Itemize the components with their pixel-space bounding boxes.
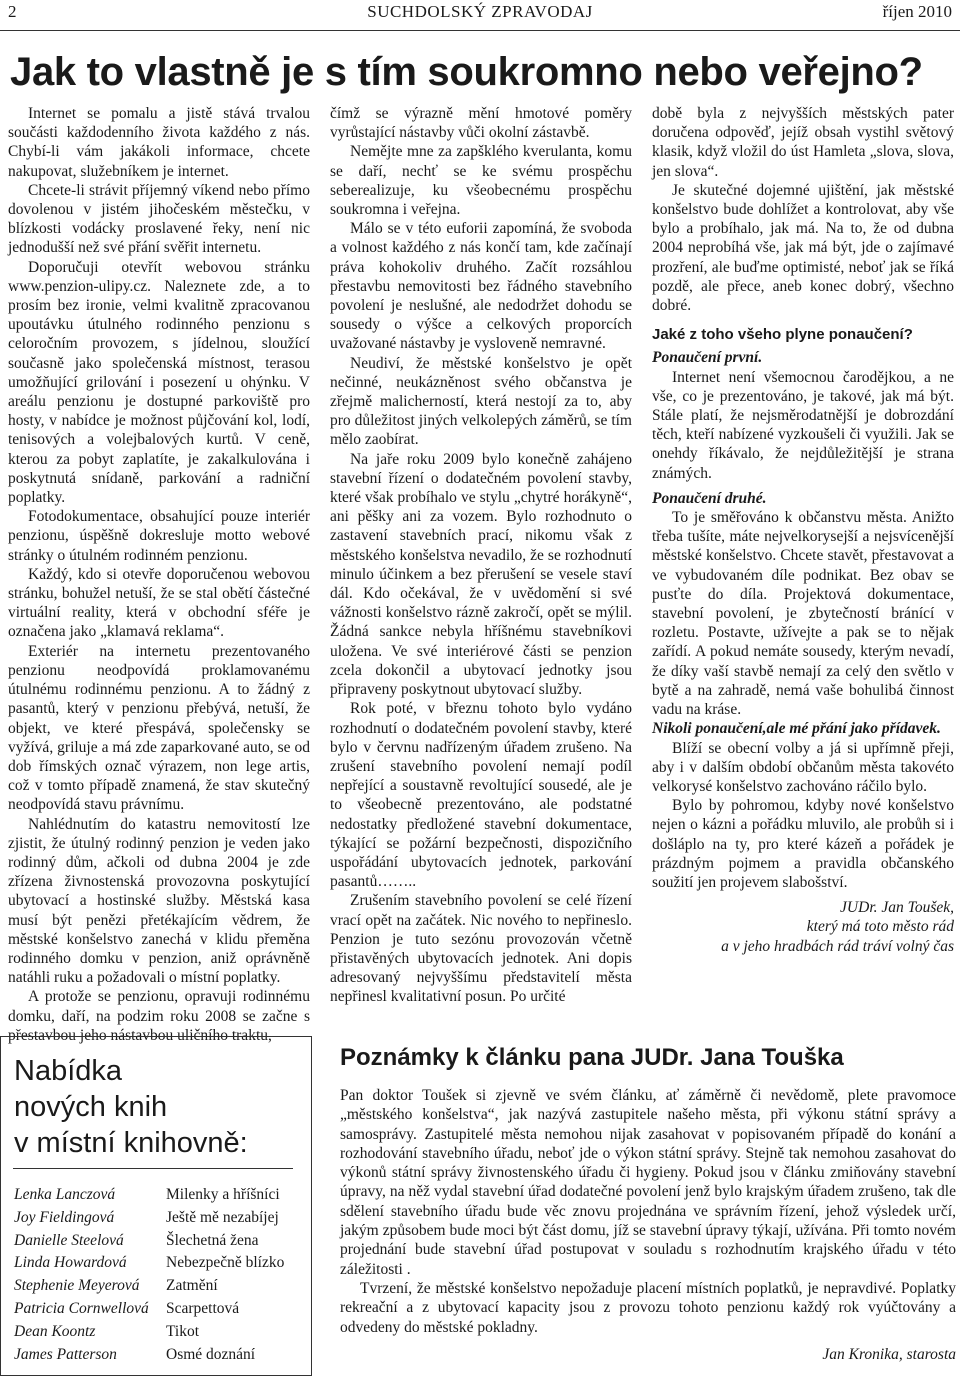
paragraph: Pan doktor Toušek si zjevně ve svém článku, ať záměrně či nevědomě, plete pravomoce „městského konšelstva“, jak nazývá zastupitele našeho města, při výkonu státní správy a samosprávy. Zastupitelé města nemohou nijak zasahovat v popisovaném případě do konání a rozhodování stavebního úřadu, neboť jde o výkon státní správy. Stejně tak nemohou zasahovat do výkonů státní správy živnostenského úřadu či hygieny. Pokud jsou v článku zmiňovány stavební úpravy, na něž vydal stavební úřad dodatečné povolení jenž bylo krajským úřadem zrušeno, tak dle sdělení stavebního úřadu bude věc znovu projednána ve správním řízení, jehož výsledek určí, jakým způsobem bude moci být část domu, jíž se stavební úpravy týkají, užívána. Při tomto novém projednání bude stavební úřad postupovat v souladu s rozhodnutím krajského úřadu v této záležitosti .	[340, 1087, 956, 1278]
article-column-1	[8, 104, 310, 1045]
lesson-title: Ponaučení první.	[652, 349, 763, 367]
signature-line: a v jeho hradbách rád tráví volný čas	[721, 937, 954, 955]
book-title: Šlechetná žena	[166, 1231, 259, 1249]
paragraph: Internet není všemocnou čarodějkou, a ne vše, co je prezentováno, je takové, jak má být. Stále platí, že nejsměrodatnější je dobrozdání těch, kteří nabízené vyzkoušeli či využili. Jak se onehdy říkávalo, že nejdůležitější je strana známých.	[652, 368, 954, 482]
paragraph: Tvrzení, že městské konšelstvo nepožaduje placení místních poplatků, je nepravdivé. Poplatky rekreační a z ubytovací kapacity jsou z provozu tohoto penzionu každý rok vyúčtovány a odvedeny do městské pokladny.	[340, 1279, 956, 1336]
library-title-line: v místní knihovně:	[14, 1127, 248, 1159]
paragraph: Zrušením stavebního povolení se celé řízení vrací opět na začátek. Nic nového to nepřineslo. Penzion je tuto sezónu provozován včetně přistavěných ubytovacích jednotek. Ani dopis adresovaný nejvyššímu představitelí města nepřinesl kvalitativní posun. Po určité	[330, 892, 632, 1006]
book-author: Stephenie Meyerová	[14, 1277, 140, 1295]
paragraph: Exteriér na internetu prezentovaného penzionu neodpovídá proklamovanému útulnému rodinnému penzionu. A to žádný z pasantů, který v penzionu přebývá, netuší, že objekt, ve které přespává, společensky se vyžívá, griluje a má zde zaparkované auto, se od dob římských označ výrazem, non lege artis, což v tomto případě znamená, že stav skutečný neodpovídá stavu právnímu.	[8, 642, 310, 814]
book-row	[14, 1232, 304, 1255]
running-header	[8, 2, 952, 28]
section-heading: Jaké z toho všeho plyne ponaučení?	[652, 326, 913, 344]
book-title: Zatmění	[166, 1277, 218, 1295]
article-column-2	[330, 104, 632, 1007]
issue-date: říjen 2010	[882, 2, 952, 21]
paragraph: A protože se penzionu, opravuji rodinnému domku, daří, na podzim roku 2008 se začne s přestavbou jeho nástavbou uličního traktu,	[8, 988, 310, 1044]
paragraph: Bylo by pohromou, kdyby nové konšelstvo nejen o kázni a pořádku mluvilo, ale probůh si i došláplo na ty, pro které kázeň a pořádek je prázdným pojmem a pravidla občanského soužití jen projevem slabošství.	[652, 797, 954, 891]
book-author: Danielle Steelová	[14, 1231, 124, 1249]
paragraph: Je skutečné dojemné ujištění, jak městské konšelstvo bude dohlížet a kontrolovat, aby vše bylo a probíhalo, jak má. Na to, že od dubna 2004 neprobíhá vše, jak má být, jde o zajímavé prozření, ale buďme optimisté, neboť jak se říká pozdě, ale přece, aneb konec dobrý, všechno dobré.	[652, 181, 954, 315]
book-row	[14, 1346, 304, 1369]
paragraph: Blíží se obecní volby a já si upřímně přeji, aby i v dalším období občanům města takovéto velkorysé konšelstvo zachováno ráčilo bylo.	[652, 739, 954, 795]
lesson-title: Nikoli ponaučení,ale mé přání jako přídavek.	[652, 720, 941, 738]
magazine-name: SUCHDOLSKÝ ZPRAVODAJ	[367, 2, 593, 21]
book-title: Ještě mě nezabíjej	[166, 1208, 279, 1226]
paragraph: Doporučuji otevřít webovou stránku www.penzion-ulipy.cz. Naleznete zde, a to prosím bez ironie, velmi kvalitně zpracovanou upoutávku útulného rodinného penzionu s celoročním provozem, s jídelnou, sloužící současně jako společenská místnost, terasou umožňující grilování i posezení u ohýnku. V areálu penzionu je dostupné parkoviště pro hosty, v nabídce je možnost půjčování kol, lodí, tenisových a volejbalových kurtů. V ceně, kterou za pobyt zaplatíte, je zakalkulována i poskytnutá snídaně, parkování a radniční poplatky.	[8, 258, 310, 507]
book-author: James Patterson	[14, 1345, 117, 1363]
book-title: Milenky a hříšníci	[166, 1186, 280, 1203]
library-rule	[13, 1168, 293, 1169]
book-author: Patricia Cornwellová	[14, 1299, 149, 1317]
header-rule	[0, 30, 960, 31]
paragraph: Málo se v této euforii zapomíná, že svoboda a volnost každého z nás končí tam, kde začínají práva kohokoliv druhého. Začít rozsáhlou přestavbu nemovitosti bez řádného stavebního povolení je neslušné, ale nedodržet dohodu se sousedy o výšce a celkových proporcích uvažované nástavby je vysloveně nemravné.	[330, 220, 632, 353]
paragraph: Nemějte mne za zapšklého kverulanta, komu se daří, nechť se ke svému prospěchu seberealizuje, ku všeobecnému prospěchu soukromna i veřejna.	[330, 143, 632, 219]
paragraph: Rok poté, v březnu tohoto bylo vydáno rozhodnutí o dodatečném povolení stavby, které bylo v červnu nadřízeným úřadem zrušeno. Na zrušení stavebního povolení nemají podíl nepřející a soustavně revoltující sousedé, ale je to všeobecně prezentováno, ale podstatné nedostatky předložené stavební dokumentace, týkající se požární bezpečnosti, dispozičního uspořádání ubytovacích jednotek, parkování pasantů……..	[330, 700, 632, 891]
paragraph: Fotodokumentace, obsahující pouze interiér penzionu, úspěšně dokresluje motto webové stránky o útulném rodinném penzionu.	[8, 508, 310, 564]
book-author: Linda Howardová	[14, 1254, 127, 1272]
author-signature	[652, 898, 954, 956]
paragraph: Nahlédnutím do katastru nemovitostí lze zjistit, že útulný rodinný penzion je veden jako rodinný dům, ačkoli od dubna 2004 je zde zřízena živnostenská provozovna poskytující ubytovací a hostinské služby. Městská kasa musí být penězi přetékajícím vědrem, že městské konšelstvo zanechá v klidu přeměna rodinného domku v penzion, aniž oprávněně natáhli ruku a požadovali o místní poplatky.	[8, 815, 310, 987]
signature-line: který má toto město rád	[806, 918, 954, 936]
book-title: Tikot	[166, 1322, 200, 1340]
page-number: 2	[8, 2, 17, 21]
paragraph: Na jaře roku 2009 bylo konečně zahájeno stavební řízení o dodatečném povolení stavby, které však probíhalo ve stylu „chytré horákyně“, ani pěšky ani za vozem. Bylo rozhodnuto o zastavení stavebních prací, nikomu však z městského konšelstva nevadilo, že se rozhodnutí minulo účinkem a bez přerušení se vesele staví dál. Kdo očekával, že v uvědomění si své vážnosti konšelstvo rázně zakročí, opět se mýlil. Žádná sankce nebyla hříšnému stavebníkovi uložena. Ve své interiérové části se penzion zcela dokončil a ubytovací jednotky jsou připraveny poskytnout ubytovací služby.	[330, 450, 632, 699]
book-author: Joy Fieldingová	[14, 1208, 115, 1226]
article-headline: Jak to vlastně je s tím soukromno nebo veřejno?	[10, 50, 923, 94]
library-title-line: Nabídka	[14, 1055, 123, 1087]
lesson-title: Ponaučení druhé.	[652, 489, 767, 507]
library-title	[14, 1053, 304, 1161]
book-row	[14, 1277, 304, 1300]
article-column-3	[652, 104, 954, 956]
book-title: Scarpettová	[166, 1299, 240, 1317]
notes-signature: Jan Kronika, starosta	[822, 1345, 956, 1363]
paragraph: To je směřováno k občanstvu města. Anižto třeba tušíte, máte nejvelkorysejší a nejsvícenější městské konšelstvo. Chcete stavět, přestavovat a ve vybudovaném díle podnikat. Bez obav se pusťte do díla. Projektová dokumentace, stavební povolení, je zbytečností bránící v rozletu. Postavte, užívejte a pak se to nějak zařídí. A pokud nemáte sousedy, kterým nevadí, že díky vaší stavbě nemají za celý den světlo v bytě a na zahradě, nemá vaše bohulibá činnost vadu na kráse.	[652, 509, 954, 719]
book-row	[14, 1323, 304, 1346]
book-author: Dean Koontz	[14, 1322, 96, 1340]
paragraph: Neudiví, že městské konšelstvo je opět nečinné, neukázněnost svého občanstva je zřejmě malicherností, která nestojí za to, aby pro důležitost jiných velkolepých záměrů, se tím mělo zaobírat.	[330, 354, 632, 449]
book-author: Lenka Lanczová	[14, 1186, 116, 1203]
book-row	[14, 1300, 304, 1323]
paragraph: Každý, kdo si otevře doporučenou webovou stránku, bohužel netuší, že se stal obětí částečné virtuální reality, která v obchodní sféře je označena jako „klamavá reklama“.	[8, 565, 310, 641]
paragraph: čímž se výrazně mění hmotové poměry vyrůstající nástavby vůči okolní zástavbě.	[330, 105, 632, 142]
signature-line: JUDr. Jan Toušek,	[840, 899, 954, 917]
book-list	[14, 1186, 304, 1368]
book-row	[14, 1209, 304, 1232]
book-row	[14, 1254, 304, 1277]
book-title: Nebezpečně blízko	[166, 1254, 285, 1272]
book-title: Osmé doznání	[166, 1345, 256, 1363]
paragraph: době byla z nejvyšších městských pater doručena odpověď, jejíž obsah vystihl světový klasik, když vložil do úst Hamleta „slova, slova, jen slova“.	[652, 105, 954, 180]
library-title-line: nových knih	[14, 1091, 168, 1123]
paragraph: Internet se pomalu a jistě stává trvalou součásti každodenního života každého z nás. Chybí-li vám jakákoli informace, chcete nakupovat, služebníkem je internet.	[8, 105, 310, 180]
paragraph: Chcete-li strávit příjemný víkend nebo přímo dovolenou v jistém jihočeském městečku, v blízkosti vodácky proslavené řeky, není nic jednodušší než své přání svěřit internetu.	[8, 181, 310, 257]
book-row	[14, 1186, 304, 1209]
notes-title: Poznámky k článku pana JUDr. Jana Touška	[340, 1044, 844, 1071]
notes-section	[330, 1042, 956, 1376]
notes-body	[330, 1086, 956, 1364]
